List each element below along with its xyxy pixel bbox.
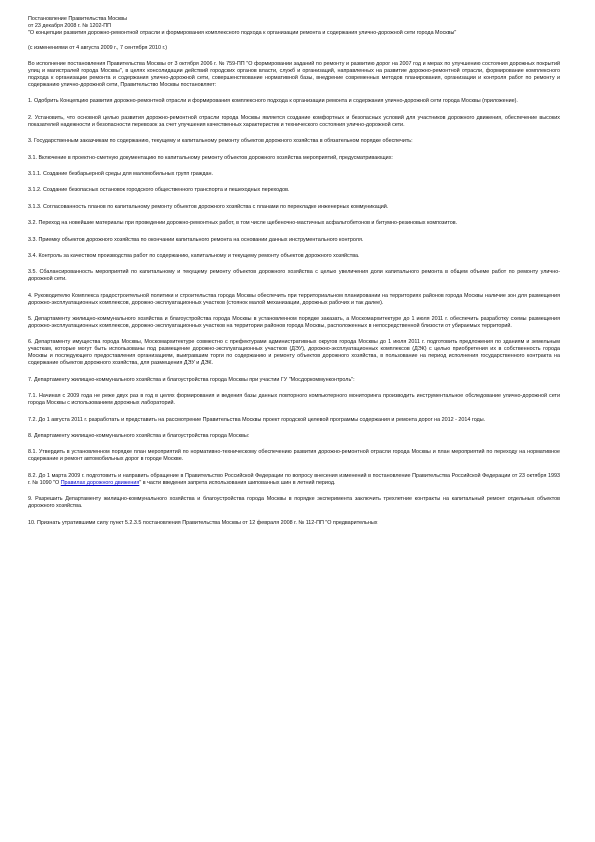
paragraph-7-2: 7.2. До 1 августа 2011 г. разработать и представить на рассмотрение Правительства Москвы проект городской целевой программы содержания и ремонта дорог на 2012 - 2014 годы. xyxy=(28,416,486,423)
paragraph-3-3: 3.3. Приемку объектов дорожного хозяйства по окончании капитального ремонта на основании данных инструментального контроля. xyxy=(28,236,364,243)
paragraph-8-2-text-end: " в части введения запрета использования шипованных шин в летний период. xyxy=(139,479,336,486)
paragraph-9: 9. Разрешить Департаменту жилищно-коммунального хозяйства и благоустройства города Москвы в порядке эксперимента заключить трехлетние контракты на капитальный ремонт отдельных объектов дорожного хозяйства. xyxy=(28,496,560,510)
paragraph-3-1-1: 3.1.1. Создание безбарьерной среды для маломобильных групп граждан. xyxy=(28,170,213,177)
decree-type: Постановление Правительства Москвы xyxy=(28,16,128,22)
traffic-rules-link[interactable]: Правилах дорожного движения xyxy=(60,479,140,486)
paragraph-6: 6. Департаменту имущества города Москвы, Москомархитектуре совместно с префектурами административных округов города Москвы до 1 июля 2011 г. подготовить предложения по зданиям и земельным участкам, которые могут быть использованы под размещение дорожно-эксплуатационных участков (ДЭУ), дорожно-эксплуатационных комплексов (ДЭК) с целью приобретения их в собственность города Москвы и последующего предоставления организациям, выигравшим торги по содержанию и ремонту объектов дорожного хозяйства, в пользование на период исполнения государственного контракта на содержание объектов дорожного хозяйства, для размещения ДЭУ и ДЭК. xyxy=(28,339,560,367)
paragraph-1: 1. Одобрить Концепцию развития дорожно-ремонтной отрасли и формирования комплексного подхода к организации ремонта и содержания улично-дорожной сети города Москвы (приложение). xyxy=(28,98,518,105)
paragraph-3-1-2: 3.1.2. Создание безопасных остановок городского общественного транспорта и пешеходных переходов. xyxy=(28,187,290,194)
decree-date-number: от 23 декабря 2008 г. № 1202-ПП xyxy=(28,23,112,29)
paragraph-8: 8. Департаменту жилищно-коммунального хозяйства и благоустройства города Москвы: xyxy=(28,433,250,440)
document-header xyxy=(28,16,560,37)
paragraph-3-1: 3.1. Включение в проектно-сметную документацию по капитальному ремонту объектов дорожного хозяйства мероприятий, предусматривающих: xyxy=(28,154,393,161)
paragraph-5: 5. Департаменту жилищно-коммунального хозяйства и благоустройства города Москвы в установленном порядке заказать, а Москомархитектуре до 1 июля 2011 г. обеспечить разработку схемы размещения дорожно-эксплуатационных комплексов, дорожно-эксплуатационных участков на территории районов города Москвы, расположенных в непосредственной близости от убираемых территорий. xyxy=(28,316,560,330)
paragraph-10: 10. Признать утратившими силу пункт 5.2.3.5 постановления Правительства Москвы от 12 февраля 2008 г. № 112-ПП "О предварительных xyxy=(28,519,378,526)
paragraph-3-1-3: 3.1.3. Согласованность планов по капитальному ремонту объектов дорожного хозяйства с планами по перекладке инженерных коммуникаций. xyxy=(28,203,389,210)
amendments-note: (с изменениями от 4 августа 2009 г., 7 сентября 2010 г.) xyxy=(28,45,168,51)
preamble-paragraph: Во исполнение постановления Правительства Москвы от 3 октября 2006 г. № 759-ПП "О формировании заданий по ремонту и развитию дорог на 2007 год и мерах по улучшению состояния дорожных покрытий улиц и магистралей города Москвы", в целях консолидации действий городских органов власти, служб и организаций, направленных на развитие дорожно-ремонтной отрасли, формирование комплексного подхода к организации ремонта и содержания улично-дорожной сети, совершенствование нормативной базы, внедрение современных методов планирования, организации и контроля работ по ремонту и содержанию улично-дорожной сети, Правительство Москвы постановляет: xyxy=(28,61,560,88)
paragraph-3-4: 3.4. Контроль за качеством производства работ по содержанию, капитальному и текущему ремонту объектов дорожного хозяйства. xyxy=(28,252,360,259)
paragraph-4: 4. Руководителю Комплекса градостроительной политики и строительства города Москвы обеспечить при территориальном планировании на территориях районов города Москвы наличие зон для размещения дорожно-эксплуатационных комплексов, дорожно-эксплуатационных участков (стоянок малой механизации, дорожных рабочих и так далее). xyxy=(28,292,560,306)
paragraph-3-5: 3.5. Сбалансированность мероприятий по капитальному и текущему ремонту объектов дорожного хозяйства с целью увеличения доли капитального ремонта в общем объеме работ по ремонту улично-дорожной сети. xyxy=(28,269,560,283)
paragraph-8-1: 8.1. Утвердить в установленном порядке план мероприятий по нормативно-техническому обеспечению развития дорожно-ремонтной отрасли города Москвы и план мероприятий по переходу на нормативное содержание и ремонт автомобильных дорог в городе Москве. xyxy=(28,449,560,463)
decree-title: "О концепции развития дорожно-ремонтной отрасли и формирования комплексного подхода к организации ремонта и содержания улично-дорожной сети города Москвы" xyxy=(28,30,457,36)
paragraph-2: 2. Установить, что основной целью развития дорожно-ремонтной отрасли города Москвы является создание комфортных и безопасных условий для участников дорожного движения, обеспечение высоких показателей надежности и безопасности перевозок за счет улучшения качественных характеристик и технического состояния улично-дорожной сети. xyxy=(28,114,560,128)
paragraph-8-2-text-start: 8.2. До 1 марта 2009 г. подготовить и направить обращение в Правительство Российской Федерации по вопросу внесения изменений в постановление Правительства Российской Федерации от 23 октября 1993 г. № 1090 "О xyxy=(28,472,560,486)
document-page xyxy=(28,16,560,536)
paragraph-7: 7. Департаменту жилищно-коммунального хозяйства и благоустройства города Москвы при участии ГУ "Мосдоркоммунконтроль": xyxy=(28,376,355,383)
paragraph-8-2 xyxy=(28,473,560,487)
paragraph-7-1: 7.1. Начиная с 2009 года не реже двух раз в год в целях формирования и ведения базы данных повторного компьютерного мониторинга производить инструментальное обследование улично-дорожной сети города Москвы с использованием дорожных лабораторий. xyxy=(28,393,560,407)
paragraph-3-2: 3.2. Переход на новейшие материалы при проведении дорожно-ремонтных работ, в том числе щебеночно-мастичных асфальтобетонов и битумно-резиновых композитов. xyxy=(28,220,458,227)
paragraph-3: 3. Государственным заказчикам по содержанию, текущему и капитальному ремонту объектов дорожного хозяйства в обязательном порядке обеспечить: xyxy=(28,138,413,145)
